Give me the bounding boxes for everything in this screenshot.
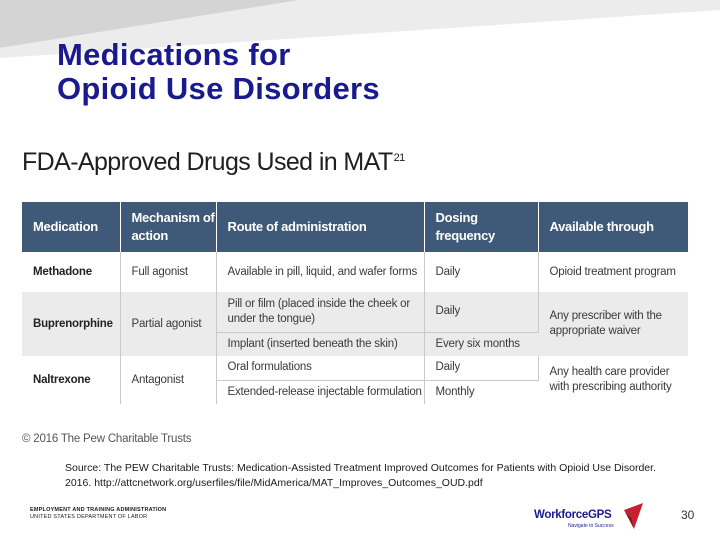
agency-department: UNITED STATES DEPARTMENT OF LABOR — [30, 514, 148, 520]
logo-wordmark: WorkforceGPS — [534, 509, 612, 521]
slide-title — [57, 38, 380, 106]
workforcegps-logo — [534, 502, 644, 532]
column-header-dosing: Dosing frequency — [424, 202, 538, 252]
cell-medication: Methadone — [22, 252, 120, 292]
agency-logo — [30, 507, 166, 521]
cell-dosing: Daily — [424, 356, 538, 380]
column-header-medication: Medication — [22, 202, 120, 252]
cell-route: Available in pill, liquid, and wafer forms — [216, 252, 424, 292]
cell-medication: Naltrexone — [22, 356, 120, 404]
table-header-row — [22, 202, 688, 252]
slide-title-line-1: Medications for — [57, 37, 291, 72]
source-citation: Source: The PEW Charitable Trusts: Medication-Assisted Treatment Improved Outcomes for Patients with Opioid Use Disorder. 2016. http://attcnetwork.org/userfiles/file/MidAmerica/MAT_Improves_Outcomes_OUD.pdf — [65, 462, 656, 489]
logo-tagline: Navigate to Success — [568, 523, 614, 529]
figure-credit: © 2016 The Pew Charitable Trusts — [22, 433, 192, 445]
cell-route: Implant (inserted beneath the skin) — [216, 332, 424, 356]
arrow-mark-icon — [622, 502, 644, 530]
figure-heading — [22, 148, 405, 177]
slide-title-line-2: Opioid Use Disorders — [57, 71, 380, 106]
cell-available: Any prescriber with the appropriate waiver — [538, 292, 688, 356]
column-header-available: Available through — [538, 202, 688, 252]
agency-name: EMPLOYMENT AND TRAINING ADMINISTRATION — [30, 507, 167, 513]
cell-dosing: Daily — [424, 252, 538, 292]
cell-mechanism: Partial agonist — [120, 292, 216, 356]
table-row-buprenorphine — [22, 292, 688, 332]
cell-mechanism: Antagonist — [120, 356, 216, 404]
cell-medication: Buprenorphine — [22, 292, 120, 356]
cell-dosing: Monthly — [424, 380, 538, 404]
column-header-mechanism: Mechanism of action — [120, 202, 216, 252]
table-row-naltrexone — [22, 356, 688, 380]
cell-route: Oral formulations — [216, 356, 424, 380]
cell-route: Extended-release injectable formulation — [216, 380, 424, 404]
column-header-route: Route of administration — [216, 202, 424, 252]
cell-available: Opioid treatment program — [538, 252, 688, 292]
cell-dosing: Every six months — [424, 332, 538, 356]
figure-heading-footnote: 21 — [393, 152, 405, 164]
figure-heading-text: FDA-Approved Drugs Used in MAT — [22, 148, 393, 176]
medications-table — [22, 202, 688, 404]
page-number: 30 — [681, 508, 695, 522]
table-row-methadone — [22, 252, 688, 292]
cell-dosing: Daily — [424, 292, 538, 332]
cell-mechanism: Full agonist — [120, 252, 216, 292]
cell-available: Any health care provider with prescribing authority — [538, 356, 688, 404]
cell-route: Pill or film (placed inside the cheek or under the tongue) — [216, 292, 424, 332]
